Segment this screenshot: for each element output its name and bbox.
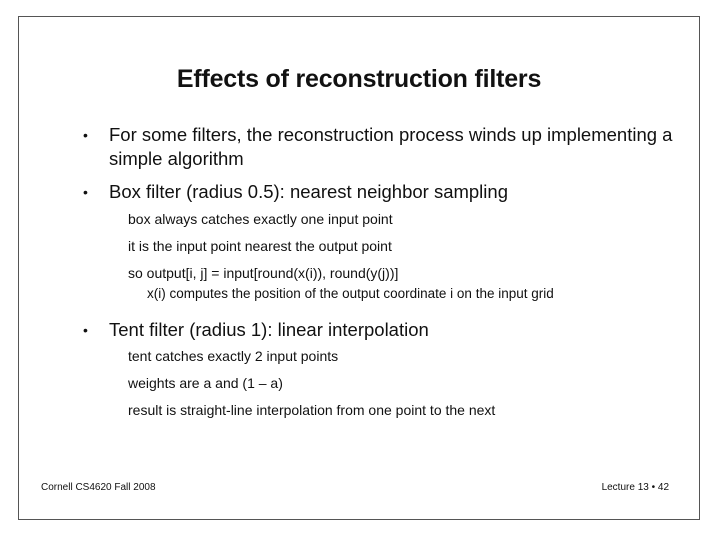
footer-course: Cornell CS4620 Fall 2008: [41, 482, 156, 493]
bullet-3-text: Tent filter (radius 1): linear interpolation: [109, 319, 429, 340]
bullet-2-sub-2: it is the input point nearest the output point: [128, 238, 392, 254]
bullet-2-sub-3: so output[i, j] = input[round(x(i)), round(y(j))]: [128, 265, 399, 281]
bullet-dot: •: [83, 127, 88, 143]
slide-frame: [18, 16, 700, 520]
bullet-1: [83, 123, 703, 171]
footer-page-number: Lecture 13 • 42: [601, 482, 669, 493]
bullet-2: [83, 180, 703, 204]
bullet-dot: •: [83, 322, 88, 338]
bullet-3-sub-1: tent catches exactly 2 input points: [128, 348, 339, 364]
bullet-2-sub-1: box always catches exactly one input point: [128, 211, 393, 227]
bullet-3: [83, 318, 703, 342]
slide-title: Effects of reconstruction filters: [176, 65, 542, 93]
bullet-1-text: For some filters, the reconstruction process winds up implementing a simple algorithm: [109, 124, 673, 169]
bullet-2-text: Box filter (radius 0.5): nearest neighbor sampling: [109, 181, 508, 202]
bullet-2-subsub: x(i) computes the position of the output coordinate i on the input grid: [147, 286, 554, 301]
bullet-3-sub-2: weights are a and (1 – a): [128, 375, 283, 391]
bullet-3-sub-3: result is straight-line interpolation from one point to the next: [128, 402, 496, 418]
bullet-dot: •: [83, 184, 88, 200]
